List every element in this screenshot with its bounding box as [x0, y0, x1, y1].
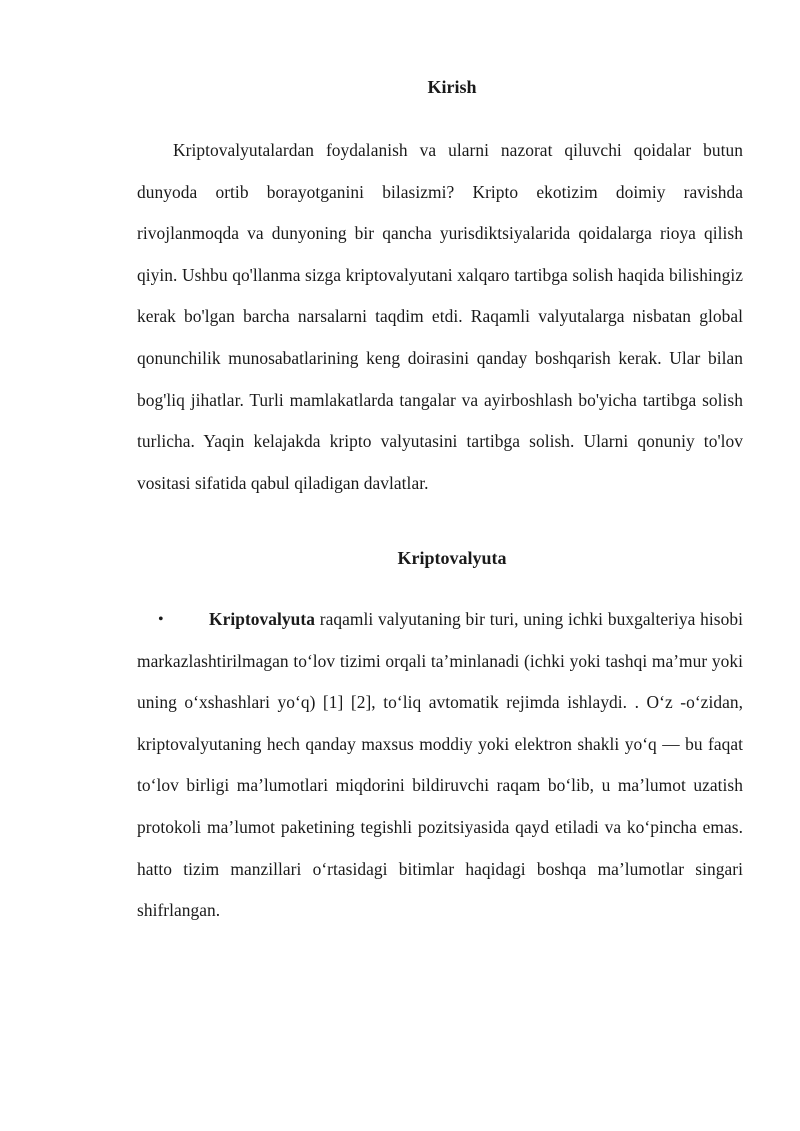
bullet-text: raqamli valyutaning bir turi, uning ichki buxgalteriya hisobi markazlashtirilmagan to‘lov tizimi orqali ta’minlanadi (ichki yoki tashqi ma’mur yoki uning o‘xshashlari yo‘q) [1] [2], to‘liq avtomatik rejimda ishlaydi. . O‘z -o‘zidan, kriptovalyutaning hech qanday maxsus moddiy yoki elektron shakli yo‘q — bu faqat to‘lov birligi ma’lumotlari miqdorini bildiruvchi raqam bo‘lib, u ma’lumot uzatish protokoli ma’lumot paketining tegishli pozitsiyasida qayd etiladi va ko‘pincha emas. hatto tizim manzillari o‘rtasidagi bitimlar haqidagi boshqa ma’lumotlar singari shifrlangan.	[137, 609, 743, 921]
intro-paragraph: Kriptovalyutalardan foydalanish va ularni nazorat qiluvchi qoidalar butun dunyoda ortib borayotganini bilasizmi? Kripto ekotizim doimiy ravishda rivojlanmoqda va dunyoning bir qancha yurisdiktsiyalarida qoidalarga rioya qilish qiyin. Ushbu qo'llanma sizga kriptovalyutani xalqaro tartibga solish haqida bilishingiz kerak bo'lgan barcha narsalarni taqdim etdi. Raqamli valyutalarga nisbatan global qonunchilik munosabatlarining keng doirasini qanday boshqarish kerak. Ular bilan bog'liq jihatlar. Turli mamlakatlarda tangalar va ayirboshlash bo'yicha tartibga solish turlicha. Yaqin kelajakda kripto valyutasini tartibga solish. Ularni qonuniy to'lov vositasi sifatida qabul qiladigan davlatlar.	[137, 140, 743, 493]
bullet-term: Kriptovalyuta	[209, 609, 315, 629]
intro-heading: Kirish	[427, 77, 477, 97]
bullet-marker: •	[158, 611, 164, 628]
section-heading: Kriptovalyuta	[397, 548, 507, 568]
bullet-paragraph	[137, 599, 743, 932]
